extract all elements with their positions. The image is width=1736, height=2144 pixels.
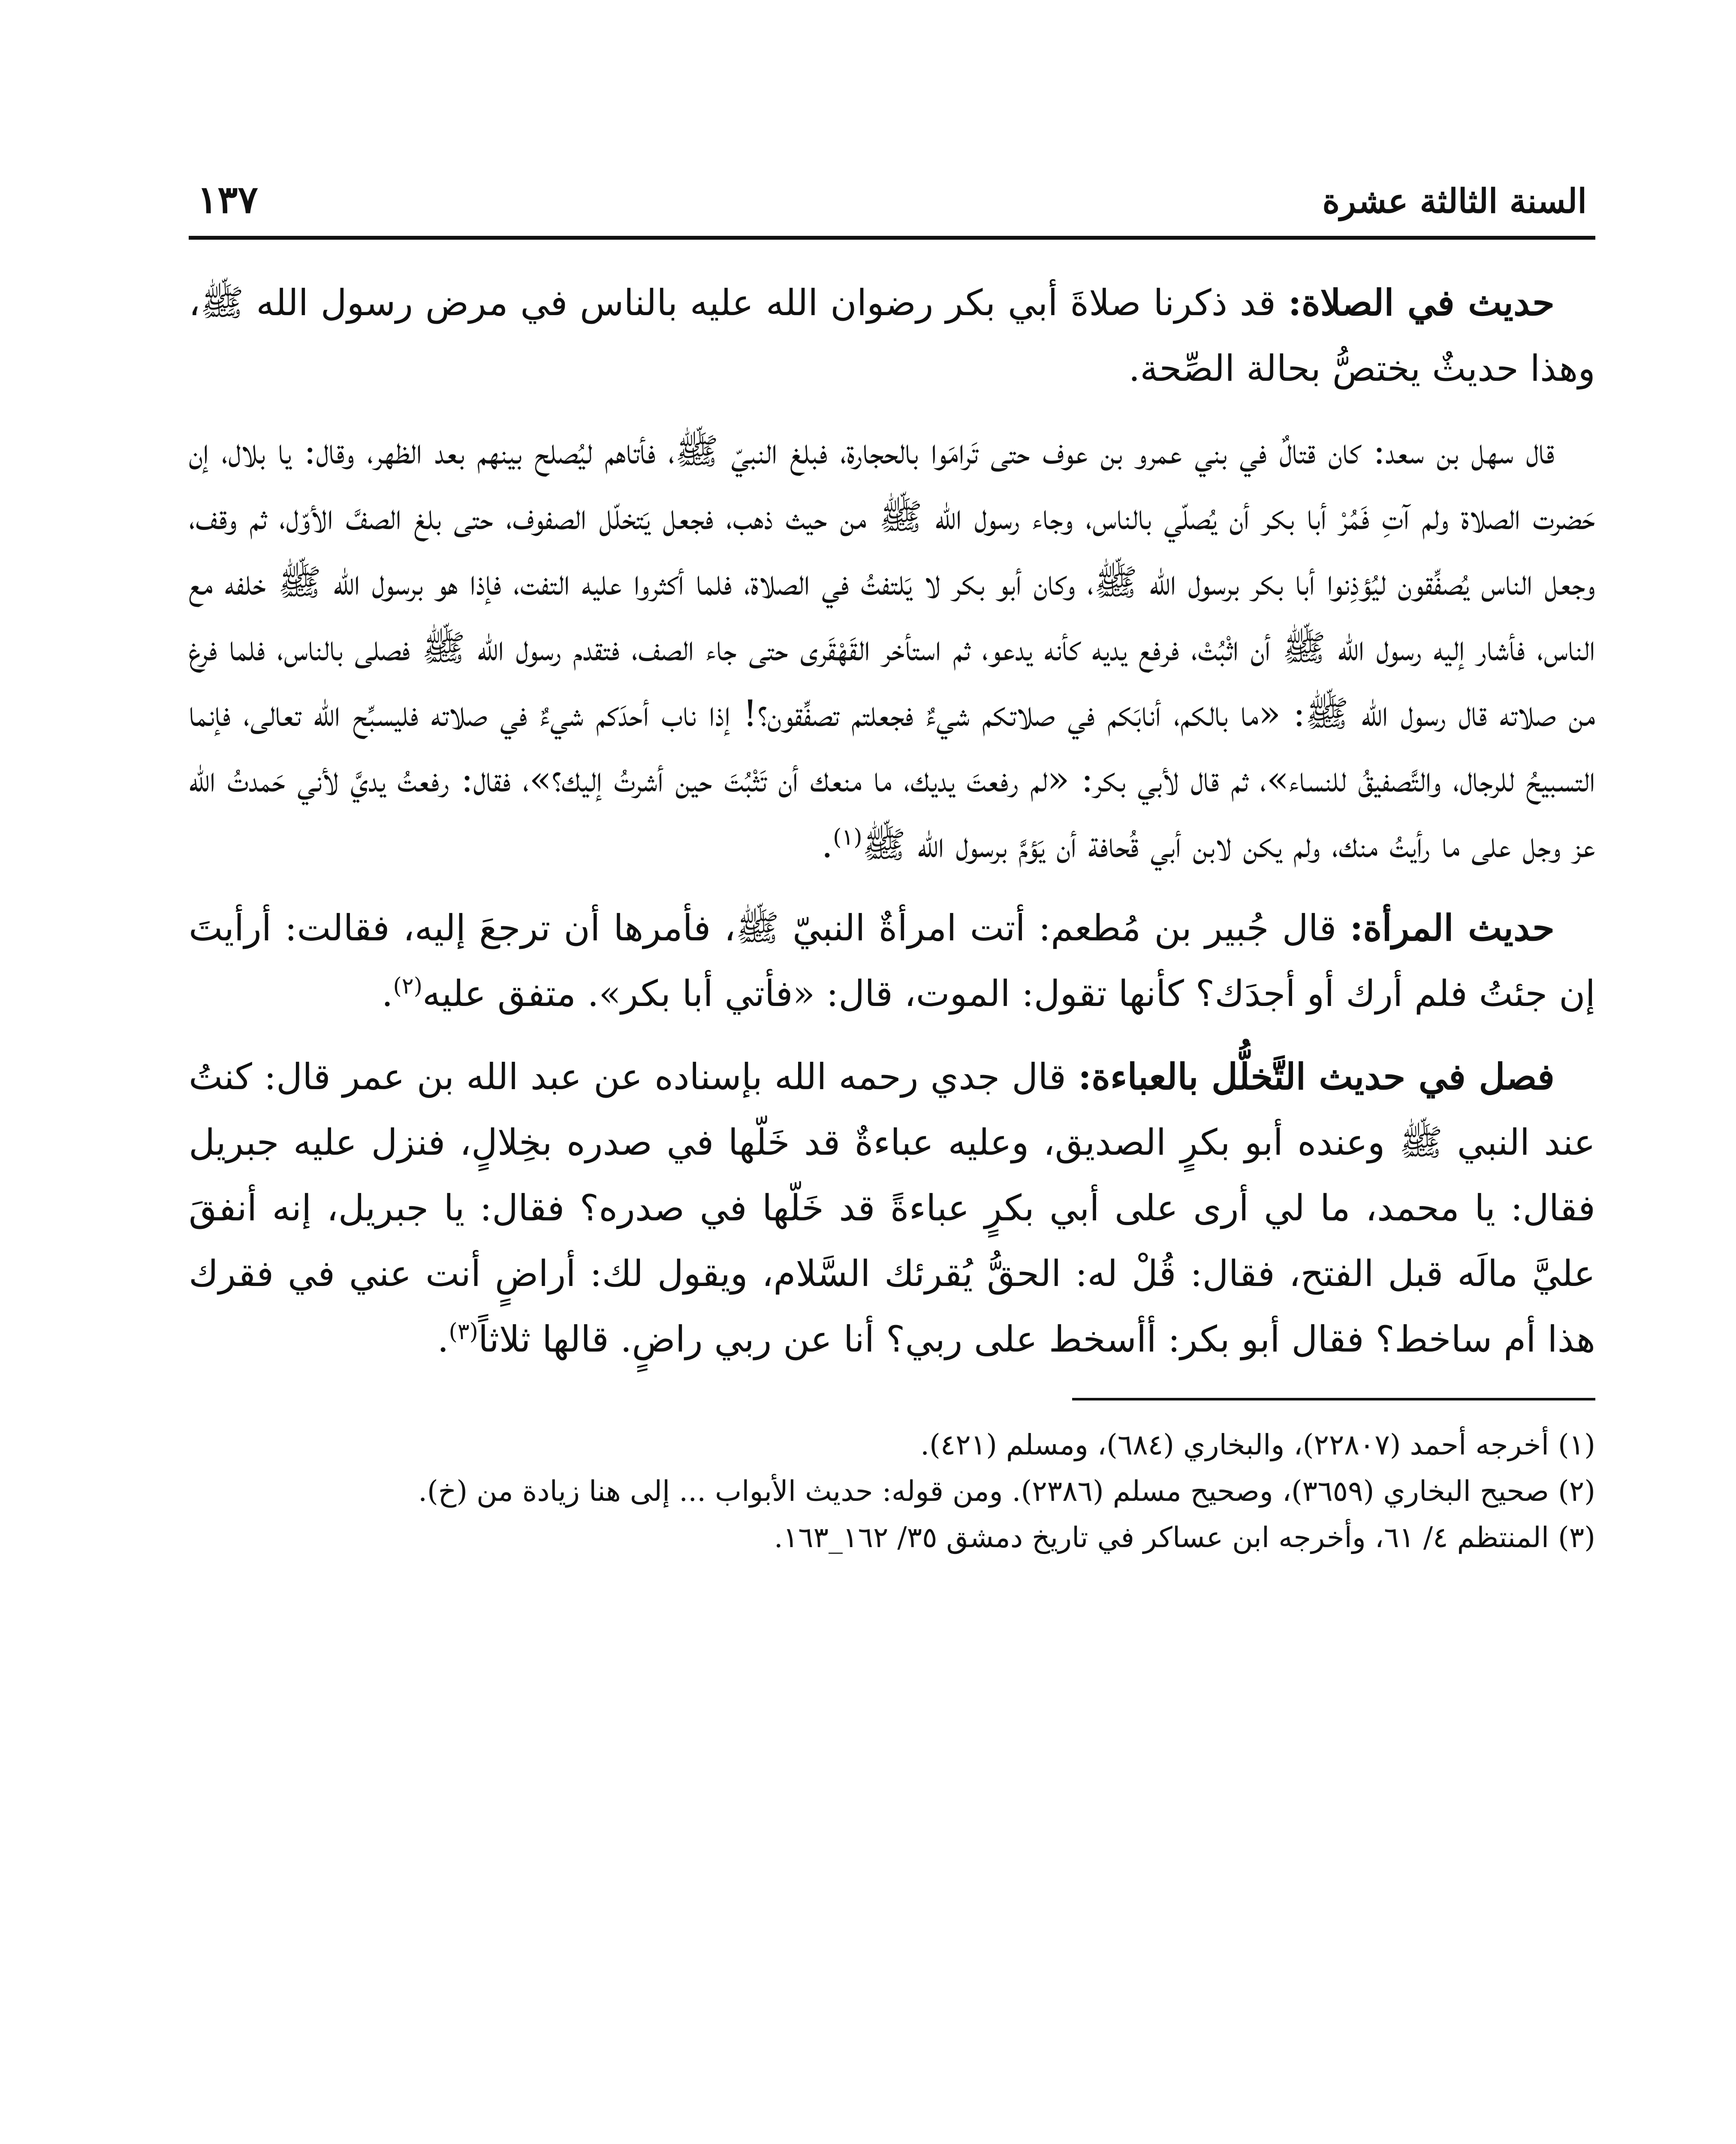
paragraph-end: . (381, 973, 393, 1015)
footnote-divider (1072, 1398, 1595, 1400)
paragraph-text: قال جُبير بن مُطعم: أتت امرأةٌ النبيّ ﷺ، فأمرها أن ترجعَ إليه، فقالت: أرأيتَ إن جئتُ فلم أرك أو أجدَك؟ كأنها تقول: الموت، قال: «فأتي أبا بكر». متفق عليه (189, 907, 1595, 1015)
paragraph-prayer-hadith (189, 270, 1595, 401)
page-header (189, 163, 1595, 240)
body-text (189, 270, 1595, 1372)
section-heading: حديث في الصلاة: (1288, 281, 1555, 324)
section-heading: حديث المرأة: (1350, 906, 1555, 949)
running-title: السنة الثالثة عشرة (1322, 182, 1587, 221)
page-number: ١٣٧ (197, 177, 258, 222)
paragraph-woman-hadith (189, 895, 1595, 1027)
book-page (189, 163, 1595, 2144)
footnotes (189, 1422, 1595, 1561)
paragraph-text: قال سهل بن سعد: كان قتالٌ في بني عمرو بن عوف حتى تَرامَوا بالحجارة، فبلغ النبيّ ﷺ، فأتاهم ليُصلح بينهم بعد الظهر، وقال: يا بلال، إن حَضرت الصلاة ولم آتِ فَمُرْ أبا بكر أن يُصلّي بالناس، وجاء رسول الله ﷺ من حيث ذهب، فجعل يَتخلّل الصفوف، حتى بلغ الصفَّ الأوّل، ثم وقف، وجعل الناس يُصفِّقون ليُؤذِنوا أبا بكر برسول الله ﷺ، وكان أبو بكر لا يَلتفتُ في الصلاة، فلما أكثروا عليه التفت، فإذا هو برسول الله ﷺ خلفه مع الناس، فأشار إليه رسول الله ﷺ أن اثْبُتْ، فرفع يديه كأنه يدعو، ثم استأخر القَهْقَرى حتى جاء الصف، فتقدم رسول الله ﷺ فصلى بالناس، فلما فرغ من صلاته قال رسول الله ﷺ: «ما بالكم، أنابَكم في صلاتكم شيءٌ فجعلتم تصفِّقون؟! إذا ناب أحدَكم شيءٌ في صلاته فليسبِّح الله تعالى، فإنما التسبيحُ للرجال، والتَّصفيقُ للنساء»، ثم قال لأبي بكر: «لم رفعتَ يديك، ما منعك أن تَثْبُتَ حين أشرتُ إليك؟»، فقال: رفعتُ يديَّ لأني حَمدتُ الله عز وجل على ما رأيتُ منك، ولم يكن لابن أبي قُحافة أن يَؤمَّ برسول الله ﷺ (189, 430, 1596, 866)
footnote-reference[interactable]: (٣) (449, 1319, 478, 1345)
paragraph-end: . (437, 1318, 449, 1360)
section-heading: فصل في حديث التَّخلُّل بالعباءة: (1078, 1055, 1555, 1098)
footnote-2: (٢) صحيح البخاري (٣٦٥٩)، وصحيح مسلم (٢٣٨٦). ومن قوله: حديث الأبواب ... إلى هنا زيادة من (خ). (418, 1475, 1595, 1508)
paragraph-text: قد ذكرنا صلاةَ أبي بكر رضوان الله عليه بالناس في مرض رسول الله ﷺ، وهذا حديثٌ يختصُّ بحالة الصِّحة. (189, 282, 1595, 389)
footnote-3: (٣) المنتظم ٤/ ٦١، وأخرجه ابن عساكر في تاريخ دمشق ٣٥/ ١٦٢_١٦٣. (774, 1521, 1595, 1554)
paragraph-cloak-chapter (189, 1044, 1595, 1372)
footnote-1: (١) أخرجه أحمد (٢٢٨٠٧)، والبخاري (٦٨٤)، ومسلم (٤٢١). (920, 1428, 1595, 1461)
footnote-reference[interactable]: (٢) (393, 973, 423, 999)
paragraph-text: قال جدي رحمه الله بإسناده عن عبد الله بن عمر قال: كنتُ عند النبي ﷺ وعنده أبو بكرٍ الصديق، وعليه عباءةٌ قد خَلّها في صدره بخِلالٍ، فنزل عليه جبريل فقال: يا محمد، ما لي أرى على أبي بكرٍ عباءةً قد خَلّها في صدره؟ فقال: يا جبريل، إنه أنفقَ عليَّ مالَه قبل الفتح، فقال: قُلْ له: الحقُّ يُقرئك السَّلام، ويقول لك: أراضٍ أنت عني في فقرك هذا أم ساخط؟ فقال أبو بكر: أأسخط على ربي؟ أنا عن ربي راضٍ. قالها ثلاثاً (189, 1056, 1595, 1360)
paragraph-sahl-narration (189, 419, 1595, 878)
paragraph-end: . (821, 824, 833, 866)
footnote-reference[interactable]: (١) (833, 825, 862, 850)
